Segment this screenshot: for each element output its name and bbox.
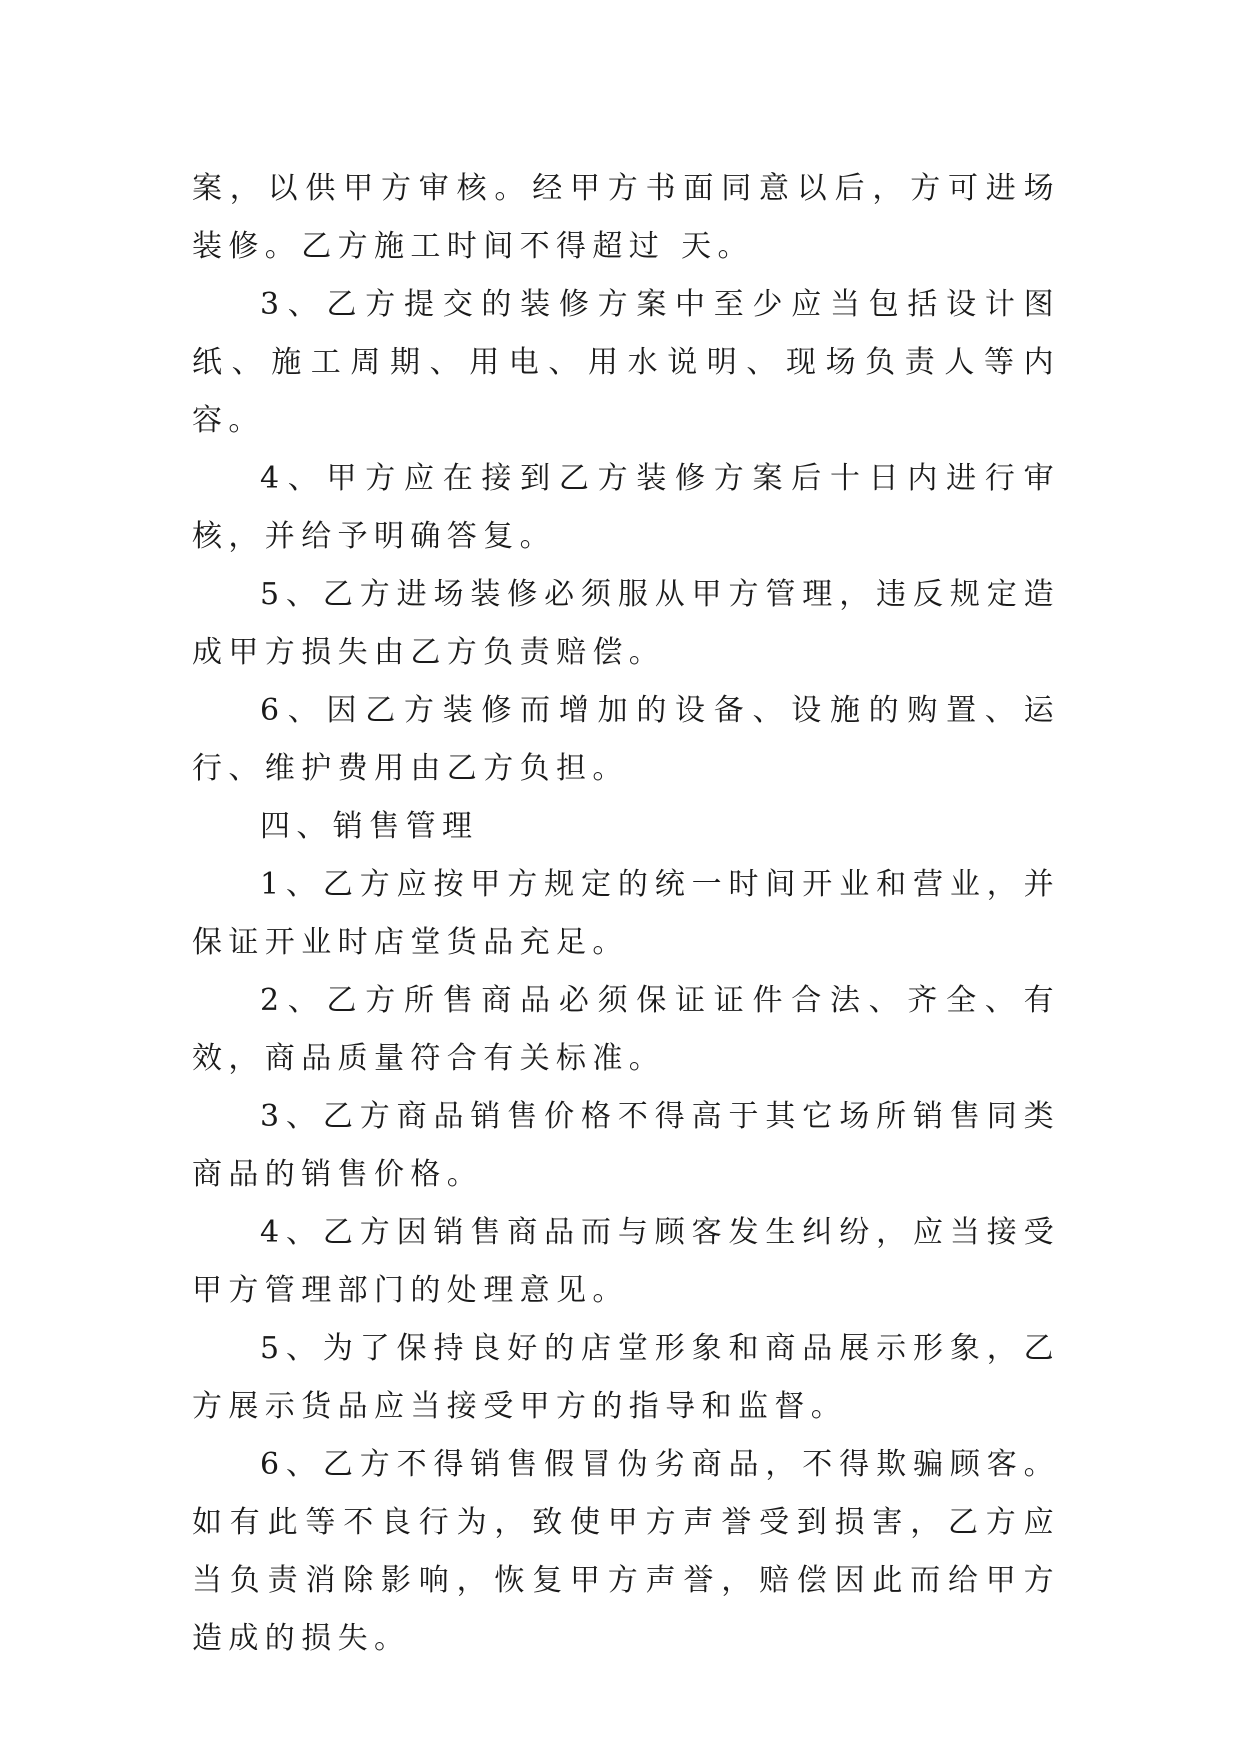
paragraph-item-5-management: 5、乙方进场装修必须服从甲方管理，违反规定造成甲方损失由乙方负责赔偿。 — [192, 577, 1060, 670]
paragraph-item-4-review: 4、甲方应在接到乙方装修方案后十日内进行审核，并给予明确答复。 — [192, 461, 1060, 554]
paragraph-sales-item-6: 6、乙方不得销售假冒伪劣商品，不得欺骗顾客。如有此等不良行为，致使甲方声誉受到损害，乙方应当负责消除影响，恢复甲方声誉，赔偿因此而给甲方造成的损失。 — [192, 1447, 1060, 1656]
paragraph-sales-item-1: 1、乙方应按甲方规定的统一时间开业和营业，并保证开业时店堂货品充足。 — [192, 867, 1060, 960]
paragraph-sales-item-4: 4、乙方因销售商品而与顾客发生纠纷，应当接受甲方管理部门的处理意见。 — [192, 1215, 1060, 1308]
paragraph-sales-item-3: 3、乙方商品销售价格不得高于其它场所销售同类商品的销售价格。 — [192, 1099, 1060, 1192]
document-body — [192, 160, 1060, 1668]
paragraph-item-3-renovation-plan: 3、乙方提交的装修方案中至少应当包括设计图纸、施工周期、用电、用水说明、现场负责人等内容。 — [192, 287, 1060, 438]
paragraph-item-6-costs: 6、因乙方装修而增加的设备、设施的购置、运行、维护费用由乙方负担。 — [192, 693, 1060, 786]
paragraph-continuation: 案，以供甲方审核。经甲方书面同意以后，方可进场装修。乙方施工时间不得超过 天。 — [192, 171, 1060, 264]
paragraph-sales-item-5: 5、为了保持良好的店堂形象和商品展示形象，乙方展示货品应当接受甲方的指导和监督。 — [192, 1331, 1060, 1424]
section-heading-sales-management: 四、销售管理 — [260, 809, 479, 844]
paragraph-sales-item-2: 2、乙方所售商品必须保证证件合法、齐全、有效，商品质量符合有关标准。 — [192, 983, 1060, 1076]
